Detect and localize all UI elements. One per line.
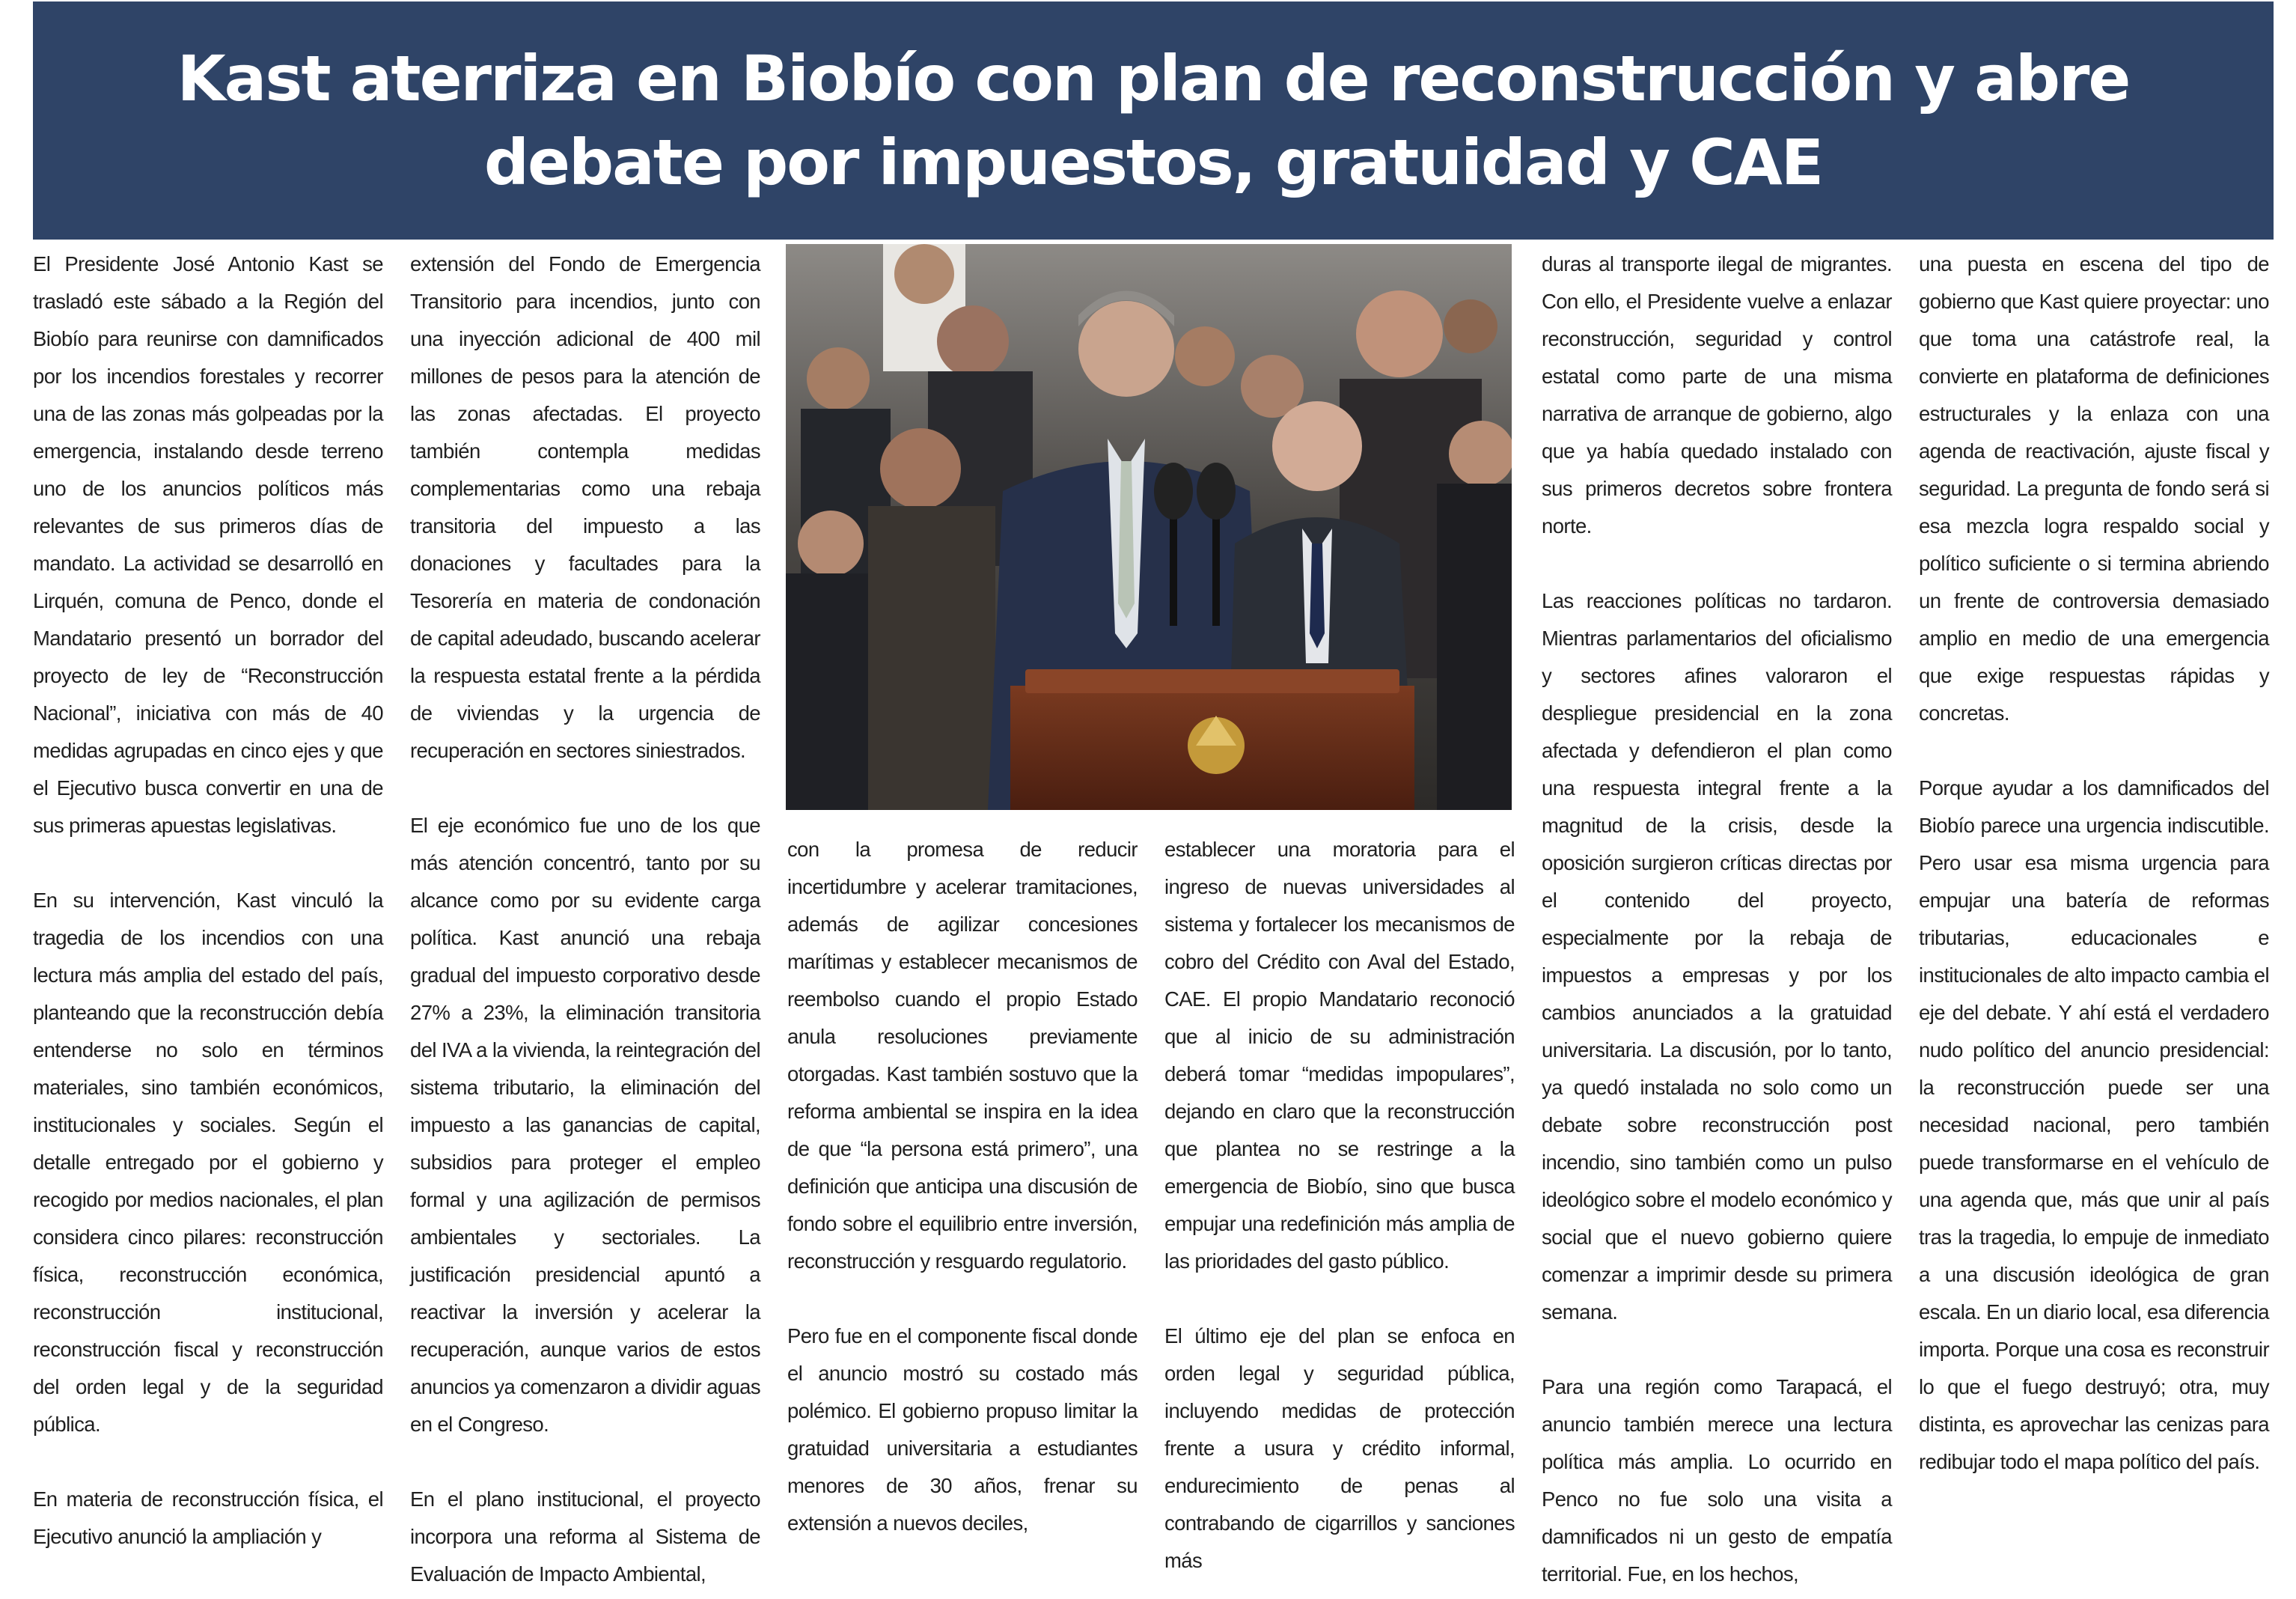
headline-banner bbox=[33, 1, 2274, 240]
paragraph: En su intervención, Kast vinculó la tragedia de los incendios con una lectura más amplia del estado del país, planteando que la reconstrucción debía entenderse no solo en términos materiales, sino también económicos, institucionales y sociales. Según el detalle entregado por el gobierno y recogido por medios nacionales, el plan considera cinco pilares: reconstrucción física, reconstrucción económica, reconstrucción institucional, reconstrucción fiscal y reconstrucción del orden legal y de la seguridad pública. bbox=[33, 889, 383, 1436]
paragraph: con la promesa de reducir incertidumbre y acelerar tramitaciones, además de agilizar concesiones marítimas y establecer mecanismos de reembolso cuando el propio Estado anula resoluciones previamente otorgadas. Kast también sostuvo que la reforma ambiental se inspira en la idea de que “la persona está primero”, una definición que anticipa una discusión de fondo sobre el equilibrio entre inversión, reconstrucción y resguardo regulatorio. bbox=[787, 838, 1138, 1273]
article-column-5 bbox=[1542, 246, 1892, 1593]
paragraph: extensión del Fondo de Emergencia Transitorio para incendios, junto con una inyección adicional de 400 mil millones de pesos para la atención de las zonas afectadas. El proyecto también contempla medidas complementarias como una rebaja transitoria del impuesto a las donaciones y facultades para la Tesorería en materia de condonación de capital adeudado, buscando acelerar la respuesta estatal frente a la pérdida de viviendas y la urgencia de recuperación en sectores siniestrados. bbox=[410, 252, 760, 762]
paragraph: En materia de reconstrucción física, el Ejecutivo anunció la ampliación y bbox=[33, 1487, 383, 1548]
paragraph: En el plano institucional, el proyecto incorpora una reforma al Sistema de Evaluación de Impacto Ambiental, bbox=[410, 1487, 760, 1586]
paragraph: Pero fue en el componente fiscal donde el anuncio mostró su costado más polémico. El gobierno propuso limitar la gratuidad universitaria a estudiantes menores de 30 años, frenar su extensión a nuevos deciles, bbox=[787, 1324, 1138, 1535]
headline: Kast aterriza en Biobío con plan de reconstrucción y abre debate por impuestos, gratuidad y CAE bbox=[177, 42, 2130, 199]
paragraph: duras al transporte ilegal de migrantes. Con ello, el Presidente vuelve a enlazar reconstrucción, seguridad y control estatal como parte de una misma narrativa de arranque de gobierno, algo que ya había quedado instalado con sus primeros decretos sobre frontera norte. bbox=[1542, 252, 1892, 537]
article-column-3 bbox=[787, 831, 1138, 1542]
paragraph: Las reacciones políticas no tardaron. Mientras parlamentarios del oficialismo y sectores afines valoraron el despliegue presidencial en la zona afectada y defendieron el plan como una respuesta integral frente a la magnitud de la crisis, desde la oposición surgieron críticas directas por el contenido del proyecto, especialmente por la rebaja de impuestos a empresas y por los cambios anunciados a la gratuidad universitaria. La discusión, por lo tanto, ya quedó instalada no solo como un debate sobre reconstrucción post incendio, sino también como un pulso ideológico sobre el modelo económico y social que el nuevo gobierno quiere comenzar a imprimir desde su primera semana. bbox=[1542, 589, 1892, 1324]
news-photo bbox=[786, 244, 1512, 810]
paragraph: Porque ayudar a los damnificados del Biobío parece una urgencia indiscutible. Pero usar esa misma urgencia para empujar una batería de reformas tributarias, educacionales e institucionales de alto impacto cambia el eje del debate. Y ahí está el verdadero nudo político del anuncio presidencial: la reconstrucción puede ser una necesidad nacional, pero también puede transformarse en el vehículo de una agenda que, más que unir al país tras la tragedia, lo empuje de inmediato a una discusión ideológica de gran escala. En un diario local, esa diferencia importa. Porque una cosa es reconstruir lo que el fuego destruyó; otra, muy distinta, es aprovechar las cenizas para redibujar todo el mapa político del país. bbox=[1919, 776, 2269, 1473]
paragraph: El eje económico fue uno de los que más atención concentró, tanto por su alcance como por su evidente carga política. Kast anunció una rebaja gradual del impuesto corporativo desde 27% a 23%, la eliminación transitoria del IVA a la vivienda, la reintegración del sistema tributario, la eliminación del impuesto a las ganancias de capital, subsidios para proteger el empleo formal y una agilización de permisos ambientales y sectoriales. La justificación presidencial apuntó a reactivar la inversión y acelerar la recuperación, aunque varios de estos anuncios ya comenzaron a dividir aguas en el Congreso. bbox=[410, 814, 760, 1436]
article-column-2 bbox=[410, 246, 760, 1593]
article-column-6 bbox=[1919, 246, 2269, 1481]
paragraph: una puesta en escena del tipo de gobierno que Kast quiere proyectar: uno que toma una catástrofe real, la convierte en plataforma de definiciones estructurales y la enlaza con una agenda de reactivación, ajuste fiscal y seguridad. La pregunta de fondo será si esa mezcla logra respaldo social y político suficiente o si termina abriendo un frente de controversia demasiado amplio en medio de una emergencia que exige respuestas rápidas y concretas. bbox=[1919, 252, 2269, 725]
article-column-4 bbox=[1164, 831, 1515, 1580]
paragraph: El último eje del plan se enfoca en orden legal y seguridad pública, incluyendo medidas de protección frente a usura y crédito informal, endurecimiento de penas al contrabando de cigarrillos y sanciones más bbox=[1164, 1324, 1515, 1572]
paragraph: El Presidente José Antonio Kast se trasladó este sábado a la Región del Biobío para reunirse con damnificados por los incendios forestales y recorrer una de las zonas más golpeadas por la emergencia, instalando desde terreno uno de los anuncios políticos más relevantes de sus primeros días de mandato. La actividad se desarrolló en Lirquén, comuna de Penco, donde el Mandatario presentó un borrador del proyecto de ley de “Reconstrucción Nacional”, iniciativa con más de 40 medidas agrupadas en cinco ejes y que el Ejecutivo busca convertir en una de sus primeras apuestas legislativas. bbox=[33, 252, 383, 837]
article-column-1 bbox=[33, 246, 383, 1556]
paragraph: Para una región como Tarapacá, el anuncio también merece una lectura política más amplia. Lo ocurrido en Penco no fue solo una visita a damnificados ni un gesto de empatía territorial. Fue, en los hechos, bbox=[1542, 1375, 1892, 1586]
paragraph: establecer una moratoria para el ingreso de nuevas universidades al sistema y fortalecer los mecanismos de cobro del Crédito con Aval del Estado, CAE. El propio Mandatario reconoció que al inicio de su administración deberá tomar “medidas impopulares”, dejando en claro que la reconstrucción que plantea no se restringe a la emergencia de Biobío, sino que busca empujar una redefinición más amplia de las prioridades del gasto público. bbox=[1164, 838, 1515, 1273]
